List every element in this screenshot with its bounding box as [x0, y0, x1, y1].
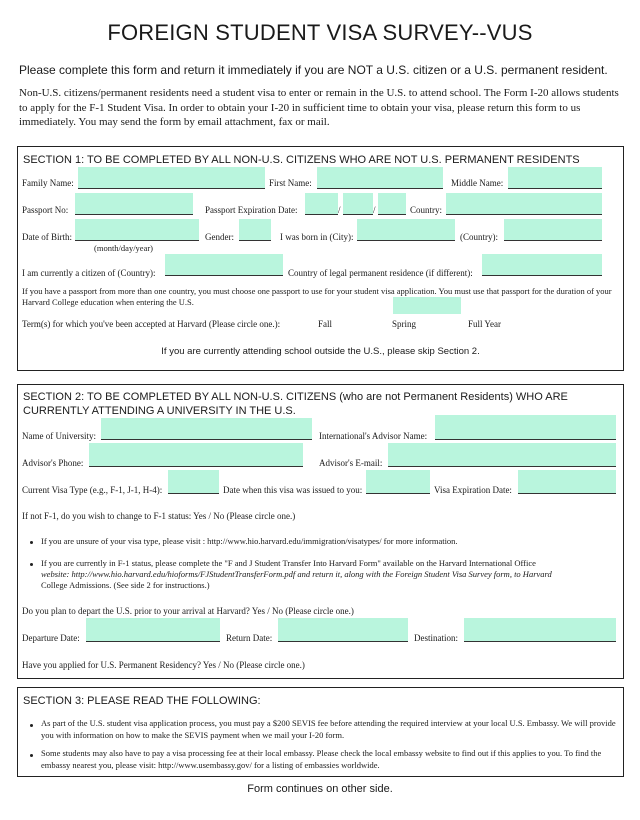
first-name-field[interactable]: [317, 167, 443, 189]
first-name-label: First Name:: [269, 178, 312, 188]
passport-no-field[interactable]: [75, 193, 193, 215]
section-2: [17, 384, 624, 679]
continues-note: Form continues on other side.: [247, 783, 393, 795]
departure-date-field[interactable]: [86, 618, 220, 642]
passport-country-field[interactable]: [446, 193, 602, 215]
middle-name-field[interactable]: [508, 167, 602, 189]
legal-residence-label: Country of legal permanent residence (if different):: [288, 268, 473, 278]
family-name-label: Family Name:: [22, 178, 74, 188]
change-f1-question[interactable]: If not F-1, do you wish to change to F-1 status: Yes / No (Please circle one.): [22, 511, 296, 521]
f1-transfer-bullet-line2: website: http://www.hio.harvard.edu/hioforms/FJStudentTransferForm.pdf and return it, along with the Foreign Student Visa Survey form, to Harvard: [41, 569, 552, 579]
passport-exp-label: Passport Expiration Date:: [205, 205, 298, 215]
family-name-field[interactable]: [78, 167, 265, 189]
dob-hint: (month/day/year): [94, 243, 154, 253]
visa-exp-field[interactable]: [518, 470, 616, 494]
section-1: [17, 146, 624, 371]
passport-no-label: Passport No:: [22, 205, 69, 215]
sevis-fee-bullet: As part of the U.S. student visa application process, you must pay a $200 SEVIS fee before attending the required interview at your local U.S. Embassy. We will provide you with information on how to make the SEVIS payment when we mail your I-20 form.: [41, 718, 616, 740]
born-country-field[interactable]: [504, 219, 602, 241]
visa-exp-label: Visa Expiration Date:: [434, 485, 512, 495]
advisor-phone-field[interactable]: [89, 443, 303, 467]
advisor-email-field[interactable]: [388, 443, 616, 467]
destination-field[interactable]: [464, 618, 616, 642]
visa-type-label: Current Visa Type (e.g., F-1, J-1, H-4):: [22, 485, 163, 495]
dob-field[interactable]: [75, 219, 199, 241]
university-label: Name of University:: [22, 431, 96, 441]
intl-advisor-label: International's Advisor Name:: [319, 431, 428, 441]
section-1-heading: SECTION 1: TO BE COMPLETED BY ALL NON-U.S. CITIZENS WHO ARE NOT U.S. PERMANENT RESIDENTS: [23, 154, 580, 166]
middle-name-label: Middle Name:: [451, 178, 504, 188]
terms-field[interactable]: [393, 297, 461, 314]
section-2-heading: SECTION 2: TO BE COMPLETED BY ALL NON-U.S. CITIZENS (who are not Permanent Residents) WHO ARE CURRENTLY ATTENDING A UNIVERSITY IN THE U.S.: [23, 391, 568, 417]
gender-label: Gender:: [205, 232, 234, 242]
depart-question[interactable]: Do you plan to depart the U.S. prior to your arrival at Harvard? Yes / No (Please circle one.): [22, 606, 354, 616]
form-title: FOREIGN STUDENT VISA SURVEY--VUS: [107, 20, 533, 45]
residency-question[interactable]: Have you applied for U.S. Permanent Residency? Yes / No (Please circle one.): [22, 660, 305, 670]
f1-transfer-bullet-line1: If you are currently in F-1 status, please complete the "F and J Student Transfer Into Harvard Form" available on the Harvard International Office: [41, 558, 536, 568]
passport-exp-day-field[interactable]: [343, 193, 373, 215]
visa-type-field[interactable]: [168, 470, 219, 494]
destination-label: Destination:: [414, 633, 458, 643]
term-full-year-option[interactable]: Full Year: [468, 319, 502, 329]
date-separator: /: [338, 205, 341, 215]
gender-field[interactable]: [239, 219, 271, 241]
bullet-icon: [30, 563, 33, 566]
university-field[interactable]: [101, 418, 312, 440]
intl-advisor-field[interactable]: [435, 415, 616, 440]
born-city-field[interactable]: [357, 219, 455, 241]
passport-exp-year-field[interactable]: [378, 193, 406, 215]
visa-issued-label: Date when this visa was issued to you:: [223, 485, 363, 495]
visa-type-info-bullet: If you are unsure of your visa type, please visit : http://www.hio.harvard.edu/immigration/visatypes/ for more information.: [41, 536, 458, 546]
section-3-heading: SECTION 3: PLEASE READ THE FOLLOWING:: [23, 695, 261, 707]
f1-transfer-bullet-line3: College Admissions. (See side 2 for instructions.): [41, 580, 210, 590]
departure-date-label: Departure Date:: [22, 633, 80, 643]
advisor-phone-label: Advisor's Phone:: [22, 458, 84, 468]
skip-section-note: If you are currently attending school outside the U.S., please skip Section 2.: [161, 346, 480, 357]
return-date-label: Return Date:: [226, 633, 273, 643]
visa-issued-field[interactable]: [366, 470, 430, 494]
passport-exp-month-field[interactable]: [305, 193, 338, 215]
dob-label: Date of Birth:: [22, 232, 72, 242]
terms-label: Term(s) for which you've been accepted at Harvard (Please circle one.):: [22, 319, 281, 329]
born-country-label: (Country):: [460, 232, 498, 242]
bullet-icon: [30, 541, 33, 544]
legal-residence-field[interactable]: [482, 254, 602, 276]
born-city-label: I was born in (City):: [280, 232, 354, 242]
passport-country-label: Country:: [410, 205, 443, 215]
term-spring-option[interactable]: Spring: [392, 319, 417, 329]
passport-note: If you have a passport from more than one country, you must choose one passport to use for your student visa application. You must use that passport for the duration of your Harvard College education when entering the U.S.: [22, 286, 612, 307]
advisor-email-label: Advisor's E-mail:: [319, 458, 383, 468]
lead-instruction: Please complete this form and return it immediately if you are NOT a U.S. citizen or a U.S. permanent resident.: [19, 63, 608, 77]
embassy-fee-bullet: Some students may also have to pay a visa processing fee at their local embassy. Please check the local embassy website to find out if this applies to you. To find the embassy nearest you, please visit: http://www.usembassy.gov/ for a listing of embassies worldwide.: [41, 748, 602, 770]
return-date-field[interactable]: [278, 618, 408, 642]
bullet-icon: [30, 724, 33, 727]
intro-paragraph: Non-U.S. citizens/permanent residents need a student visa to enter or remain in the U.S. to attend school. The Form I-20 allows students to apply for the F-1 Student Visa. In order to obtain your I-20 in sufficient time to obtain your visa, please return this form to us immediately. You may send the form by email attachment, fax or mail.: [19, 87, 619, 128]
date-separator: /: [373, 205, 376, 215]
bullet-icon: [30, 754, 33, 757]
section-3: [17, 687, 624, 777]
term-fall-option[interactable]: Fall: [318, 319, 333, 329]
citizen-of-label: I am currently a citizen of (Country):: [22, 268, 156, 278]
citizen-of-field[interactable]: [165, 254, 283, 276]
